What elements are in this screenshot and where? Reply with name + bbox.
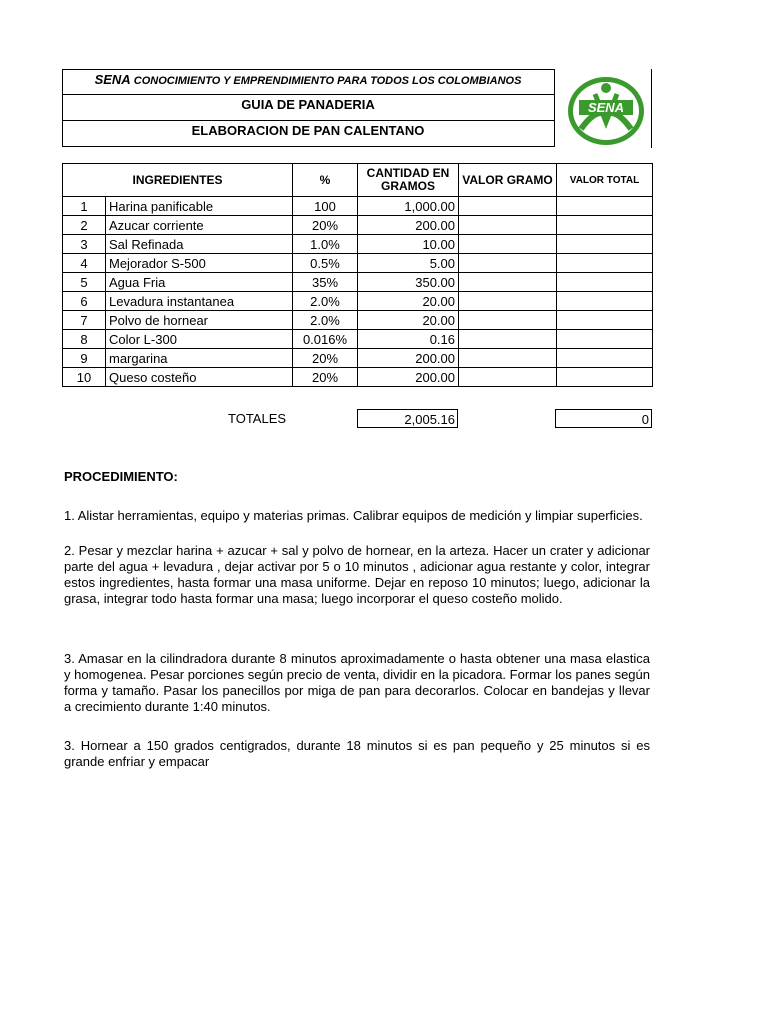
ingredient-name: margarina <box>106 349 293 368</box>
table-row <box>63 368 653 387</box>
guide-title: GUIA DE PANADERIA <box>241 97 375 112</box>
procedure-step: 1. Alistar herramientas, equipo y materias primas. Calibrar equipos de medición y limpiar superficies. <box>64 508 643 523</box>
ingredients-table <box>62 163 653 387</box>
row-number: 5 <box>63 273 106 292</box>
header-unit-value: VALOR GRAMO <box>459 164 557 197</box>
ingredient-quantity: 5.00 <box>358 254 459 273</box>
row-number: 8 <box>63 330 106 349</box>
procedure-title: PROCEDIMIENTO: <box>64 469 178 484</box>
table-row <box>63 197 653 216</box>
ingredient-name: Levadura instantanea <box>106 292 293 311</box>
procedure-step: 2. Pesar y mezclar harina + azucar + sal y polvo de hornear, en la arteza. Hacer un crater y adicionar parte del agua + levadura , dejar activar por 5 o 10 minutos , adicionar agua restante y color, integrar estos ingredientes, hasta formar una masa uniforme. Dejar en reposo 10 minutos; luego, adicionar la grasa, integrar todo hasta formar una masa; luego incorporar el queso costeño molido. <box>64 543 650 606</box>
total-value-cell <box>557 349 653 368</box>
total-value-cell <box>557 235 653 254</box>
total-value-cell <box>557 197 653 216</box>
header-quantity: CANTIDAD EN GRAMOS <box>358 164 459 197</box>
ingredient-name: Agua Fria <box>106 273 293 292</box>
unit-value-cell <box>459 330 557 349</box>
row-number: 7 <box>63 311 106 330</box>
unit-value-cell <box>459 273 557 292</box>
ingredient-percent: 0.5% <box>293 254 358 273</box>
header-ingredients: INGREDIENTES <box>63 164 293 197</box>
table-row <box>63 311 653 330</box>
unit-value-cell <box>459 235 557 254</box>
total-value-cell <box>557 254 653 273</box>
recipe-title: ELABORACION DE PAN CALENTANO <box>191 123 425 138</box>
value-total: 0 <box>555 409 652 428</box>
table-row <box>63 292 653 311</box>
row-number: 9 <box>63 349 106 368</box>
header-total-value: VALOR TOTAL <box>557 164 653 197</box>
unit-value-cell <box>459 254 557 273</box>
procedure-step: 3. Amasar en la cilindradora durante 8 minutos aproximadamente o hasta obtener una masa elastica y homogenea. Pesar porciones según precio de venta, dividir en la picadora. Formar los panes según forma y tamaño. Pasar los panecillos por miga de pan para decorarlos. Colocar en bandejas y llevar a crecimiento durante 1:40 minutos. <box>64 651 650 714</box>
border-line <box>62 146 554 147</box>
totals-label: TOTALES <box>228 411 287 426</box>
ingredient-percent: 20% <box>293 368 358 387</box>
ingredient-percent: 100 <box>293 197 358 216</box>
table-row <box>63 349 653 368</box>
ingredient-percent: 20% <box>293 216 358 235</box>
header-percent: % <box>293 164 358 197</box>
ingredient-quantity: 200.00 <box>358 216 459 235</box>
ingredient-name: Polvo de hornear <box>106 311 293 330</box>
ingredient-percent: 2.0% <box>293 292 358 311</box>
ingredient-quantity: 20.00 <box>358 292 459 311</box>
border-line <box>554 69 555 147</box>
total-value-cell <box>557 311 653 330</box>
document-header <box>62 69 652 148</box>
ingredient-name: Color L-300 <box>106 330 293 349</box>
logo-text: SENA <box>587 100 625 115</box>
unit-value-cell <box>459 349 557 368</box>
total-value-cell <box>557 368 653 387</box>
row-number: 10 <box>63 368 106 387</box>
ingredient-quantity: 200.00 <box>358 368 459 387</box>
org-name: SENA <box>94 72 131 87</box>
row-number: 1 <box>63 197 106 216</box>
unit-value-cell <box>459 368 557 387</box>
sena-logo-icon <box>565 74 647 148</box>
row-number: 2 <box>63 216 106 235</box>
ingredient-quantity: 200.00 <box>358 349 459 368</box>
unit-value-cell <box>459 216 557 235</box>
ingredient-percent: 35% <box>293 273 358 292</box>
ingredient-name: Harina panificable <box>106 197 293 216</box>
table-row <box>63 330 653 349</box>
table-row <box>63 235 653 254</box>
slogan-row <box>62 69 554 94</box>
total-value-cell <box>557 292 653 311</box>
border-line <box>651 69 652 148</box>
total-value-cell <box>557 330 653 349</box>
ingredient-percent: 2.0% <box>293 311 358 330</box>
ingredient-name: Sal Refinada <box>106 235 293 254</box>
ingredient-quantity: 350.00 <box>358 273 459 292</box>
unit-value-cell <box>459 197 557 216</box>
ingredient-percent: 20% <box>293 349 358 368</box>
ingredient-quantity: 0.16 <box>358 330 459 349</box>
unit-value-cell <box>459 292 557 311</box>
total-value-cell <box>557 273 653 292</box>
ingredient-name: Mejorador S-500 <box>106 254 293 273</box>
table-row <box>63 254 653 273</box>
table-row <box>63 216 653 235</box>
table-header-row <box>63 164 653 197</box>
row-number: 3 <box>63 235 106 254</box>
ingredient-name: Queso costeño <box>106 368 293 387</box>
ingredient-percent: 0.016% <box>293 330 358 349</box>
unit-value-cell <box>459 311 557 330</box>
procedure-step: 3. Hornear a 150 grados centigrados, durante 18 minutos si es pan pequeño y 25 minutos si es grande enfriar y empacar <box>64 738 650 769</box>
ingredient-percent: 1.0% <box>293 235 358 254</box>
row-number: 6 <box>63 292 106 311</box>
ingredient-quantity: 20.00 <box>358 311 459 330</box>
quantity-total: 2,005.16 <box>357 409 458 428</box>
table-row <box>63 273 653 292</box>
row-number: 4 <box>63 254 106 273</box>
ingredient-quantity: 1,000.00 <box>358 197 459 216</box>
total-value-cell <box>557 216 653 235</box>
ingredient-quantity: 10.00 <box>358 235 459 254</box>
slogan: CONOCIMIENTO Y EMPRENDIMIENTO PARA TODOS LOS COLOMBIANOS <box>133 75 522 87</box>
ingredient-name: Azucar corriente <box>106 216 293 235</box>
